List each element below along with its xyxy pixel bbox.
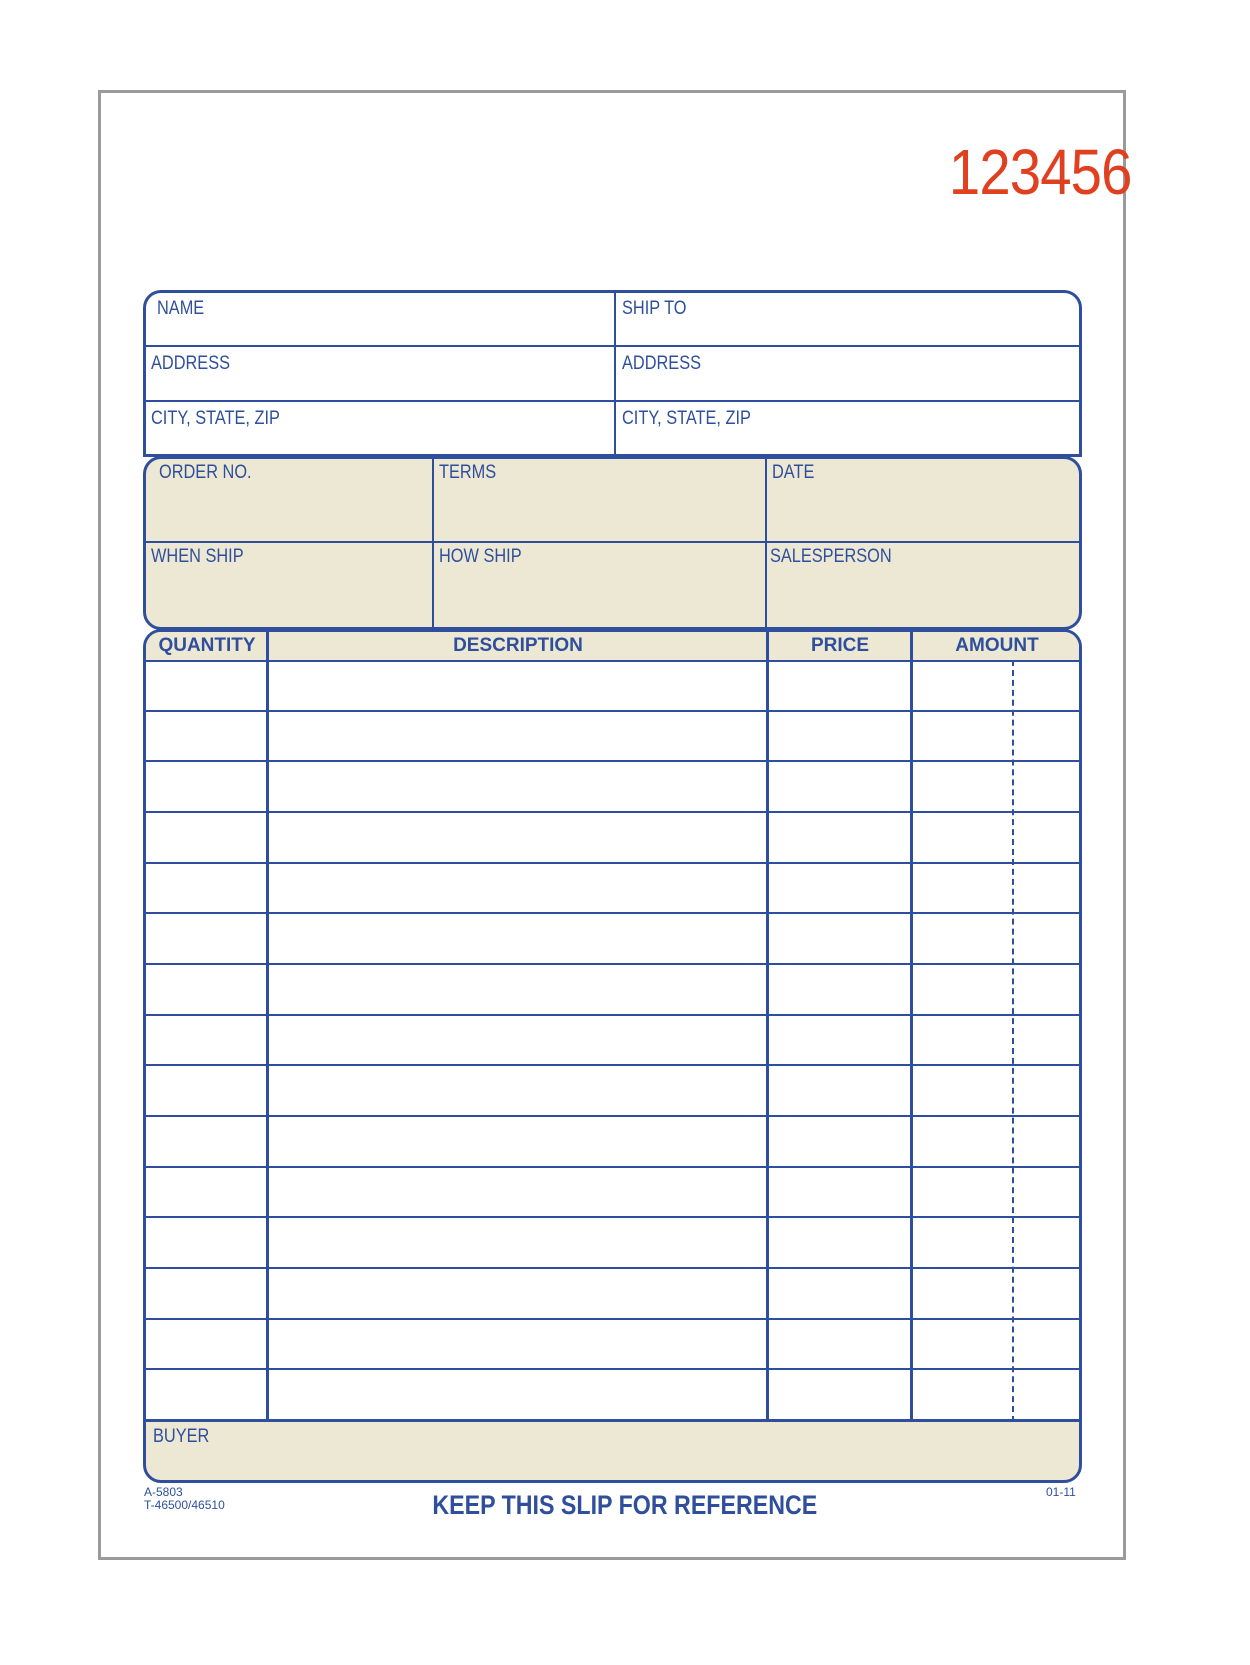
buyer-block <box>143 1419 1082 1483</box>
description-header: DESCRIPTION <box>453 635 583 656</box>
form-code-2: T-46500/46510 <box>144 1498 225 1512</box>
serial-number: 123456 <box>949 136 1132 208</box>
order-row-line <box>145 541 1080 543</box>
customer-divider <box>614 292 616 456</box>
table-row-line <box>145 1318 1080 1320</box>
table-row-line <box>145 963 1080 965</box>
customer-block <box>143 290 1082 457</box>
ship-address-label: ADDRESS <box>622 353 701 374</box>
table-row-line <box>145 760 1080 762</box>
ship-to-label: SHIP TO <box>622 298 687 319</box>
table-row-line <box>145 811 1080 813</box>
ship-city-state-zip-label: CITY, STATE, ZIP <box>622 408 751 429</box>
table-row-line <box>145 1166 1080 1168</box>
order-block <box>143 456 1082 630</box>
items-table <box>143 629 1082 1422</box>
table-row-line <box>145 710 1080 712</box>
name-label: NAME <box>157 298 205 319</box>
price-column-divider <box>910 631 913 1422</box>
customer-row-line-1 <box>145 345 1080 347</box>
table-row-line <box>145 1267 1080 1269</box>
date-label: DATE <box>772 462 815 483</box>
revision-code: 01-11 <box>1046 1485 1076 1499</box>
table-row-line <box>145 1014 1080 1016</box>
keep-slip-text: KEEP THIS SLIP FOR REFERENCE <box>432 1490 818 1520</box>
order-divider-2 <box>765 458 767 628</box>
order-divider-1 <box>432 458 434 628</box>
order-no-label: ORDER NO. <box>159 462 252 483</box>
table-row-line <box>145 1064 1080 1066</box>
table-row-line <box>145 1115 1080 1117</box>
quantity-header: QUANTITY <box>158 635 256 656</box>
quantity-column-divider <box>266 631 269 1422</box>
buyer-label: BUYER <box>153 1426 210 1447</box>
salesperson-label: SALESPERSON <box>770 546 892 567</box>
address-label: ADDRESS <box>151 353 230 374</box>
description-column-divider <box>766 631 769 1422</box>
table-row-line <box>145 1216 1080 1218</box>
when-ship-label: WHEN SHIP <box>151 546 244 567</box>
table-row-line <box>145 912 1080 914</box>
amount-header: AMOUNT <box>955 635 1039 656</box>
table-row-line <box>145 862 1080 864</box>
amount-cents-divider <box>1012 660 1014 1422</box>
terms-label: TERMS <box>439 462 497 483</box>
price-header: PRICE <box>810 635 870 656</box>
customer-row-line-2 <box>145 400 1080 402</box>
city-state-zip-label: CITY, STATE, ZIP <box>151 408 280 429</box>
how-ship-label: HOW SHIP <box>439 546 522 567</box>
form-code-1: A-5803 <box>144 1485 183 1499</box>
table-row-line <box>145 1368 1080 1370</box>
